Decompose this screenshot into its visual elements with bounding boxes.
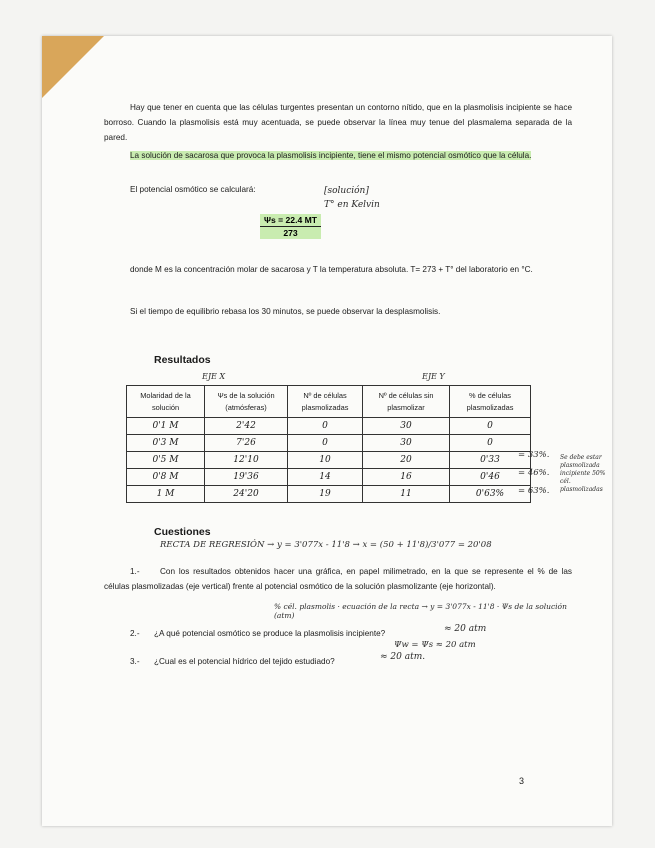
table-cell: 24'20	[205, 486, 288, 503]
table-cell: 0'1 M	[127, 418, 205, 435]
side-note-46: = 46%.	[518, 468, 550, 478]
side-bracket-note: Se debe estar plasmolizada incipiente 50% cél. plasmolizadas	[560, 454, 606, 493]
table-cell: 19'36	[205, 469, 288, 486]
table-cell: 10	[288, 452, 363, 469]
question-2-answer: ≈ 20 atm	[444, 624, 487, 634]
table-cell: 0'5 M	[127, 452, 205, 469]
table-cell: 1 M	[127, 486, 205, 503]
column-header: Ψs de la solución (atmósferas)	[205, 386, 288, 418]
question-1-number: 1.-	[130, 567, 140, 576]
column-header: Nº de células sin plasmolizar	[363, 386, 450, 418]
table-header-row	[127, 386, 531, 418]
table-cell: 14	[288, 469, 363, 486]
formula-denominator: 273	[260, 227, 321, 239]
question-1-text: Con los resultados obtenidos hacer una gráfica, en papel milimetrado, en la que se represente el % de las células plasmolizadas (eje vertical) frente al potencial osmótico de la solución plasmolizante (eje horizontal).	[104, 567, 572, 591]
paragraph-deplasmolysis: Si el tiempo de equilibrio rebasa los 30 minutos, se puede observar la desplasmolisis.	[130, 307, 441, 316]
table-row	[127, 469, 531, 486]
table-cell: 0	[288, 418, 363, 435]
document-page	[42, 36, 612, 826]
regression-note: RECTA DE REGRESIÓN → y = 3'077x - 11'8 → x = (50 + 11'8)/3'077 = 20'08	[160, 540, 492, 550]
table-row	[127, 486, 531, 503]
paragraph-turgent-cells: Hay que tener en cuenta que las células turgentes presentan un contorno nítido, que en la plasmolisis incipiente se hace borroso. Cuando la plasmolisis está muy acentuada, se puede observar la línea muy tenue del plasmalema separada de la pared.	[104, 103, 572, 142]
table-row	[127, 452, 531, 469]
table-cell: 12'10	[205, 452, 288, 469]
highlighted-text: La solución de sacarosa que provoca la plasmolisis incipiente, tiene el mismo potencial osmótico que la célula.	[130, 151, 532, 160]
table-row	[127, 435, 531, 452]
folded-corner	[42, 36, 104, 98]
table-cell: 7'26	[205, 435, 288, 452]
handwritten-note-solution: [solución]	[324, 186, 369, 196]
question-2-note: Ψw = Ψs ≈ 20 atm	[394, 640, 476, 650]
formula-numerator: Ψs = 22.4 MT	[260, 214, 321, 227]
paragraph-sucrose-solution	[104, 148, 572, 163]
table-row	[127, 418, 531, 435]
table-cell: 16	[363, 469, 450, 486]
table-cell: 0'3 M	[127, 435, 205, 452]
question-3-answer: ≈ 20 atm.	[380, 652, 426, 662]
paragraph-osmotic-intro: El potencial osmótico se calculará:	[130, 185, 256, 194]
table-cell: 20	[363, 452, 450, 469]
side-note-33: = 33%.	[518, 450, 550, 460]
question-2-text: ¿A qué potencial osmótico se produce la plasmolisis incipiente?	[154, 629, 386, 638]
question-3-number: 3.-	[130, 657, 140, 666]
axis-x-note: EJE X	[202, 372, 226, 381]
column-header: % de células plasmolizadas	[450, 386, 531, 418]
results-table	[126, 385, 531, 503]
table-cell: 0'63%	[450, 486, 531, 503]
table-cell: 0	[450, 418, 531, 435]
table-cell: 19	[288, 486, 363, 503]
page-number: 3	[518, 776, 524, 786]
table-cell: 11	[363, 486, 450, 503]
axis-y-note: EJE Y	[422, 372, 445, 381]
table-cell: 0'8 M	[127, 469, 205, 486]
side-note-63: = 63%.	[518, 486, 550, 496]
question-2-number: 2.-	[130, 629, 140, 638]
table-cell: 0'46	[450, 469, 531, 486]
osmotic-formula	[260, 214, 321, 239]
questions-heading: Cuestiones	[154, 526, 211, 538]
column-header: Nº de células plasmolizadas	[288, 386, 363, 418]
table-cell: 30	[363, 418, 450, 435]
table-cell: 2'42	[205, 418, 288, 435]
question-3-text: ¿Cual es el potencial hídrico del tejido estudiado?	[154, 657, 335, 666]
results-heading: Resultados	[154, 354, 211, 366]
table-cell: 30	[363, 435, 450, 452]
handwritten-note-kelvin: T° en Kelvin	[324, 200, 380, 210]
table-cell: 0'33	[450, 452, 531, 469]
paragraph-definitions: donde M es la concentración molar de sacarosa y T la temperatura absoluta. T= 273 + T° del laboratorio en °C.	[130, 265, 533, 274]
column-header: Molaridad de la solución	[127, 386, 205, 418]
table-cell: 0	[450, 435, 531, 452]
table-cell: 0	[288, 435, 363, 452]
question-1-notes: % cél. plasmolis · ecuación de la recta → y = 3'077x - 11'8 · Ψs de la solución (atm)	[274, 602, 567, 620]
